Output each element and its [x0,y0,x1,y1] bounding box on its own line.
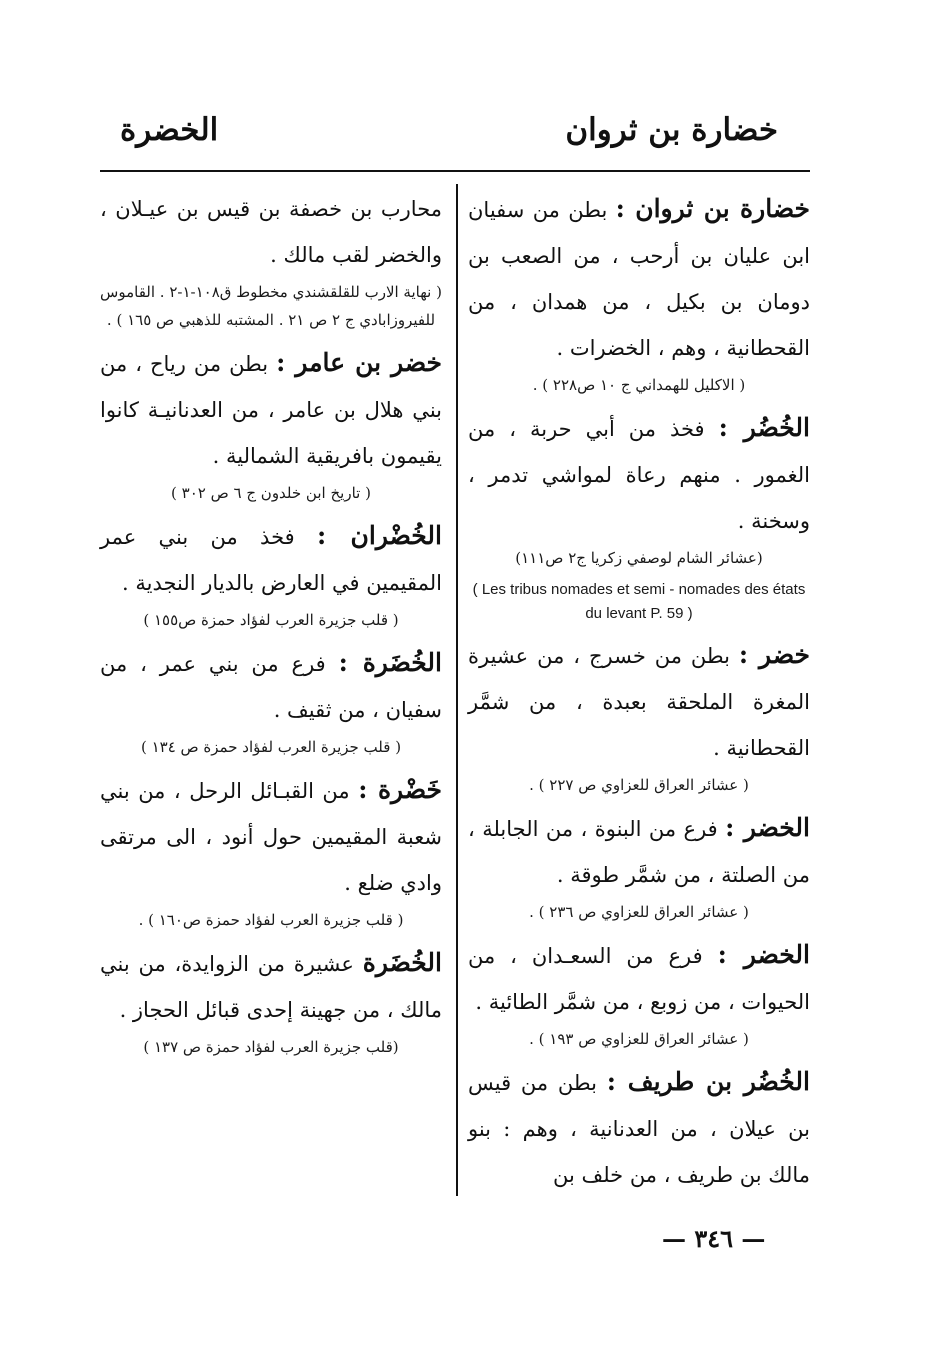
entry-heading: خضر بن عامر : [276,348,442,377]
entry-description: محارب بن خصفة بن قيس بن عيـلان ، والخضر لقب مالك . [100,197,442,267]
entry-khudara-bin-tharwan [468,186,810,399]
entry-body [100,186,442,278]
entry-continuation [100,186,442,334]
entry-heading: الخُضُر بن طريف : [606,1067,810,1096]
entry-description: من القبـائل الرحل ، من بني شعبة المقيمين حول أنود ، الى مرتقى وادي ضلع . [100,779,442,895]
entry-khudr [468,632,810,799]
entry-description: فخذ من أبي حربة ، من الغمور . منهم رعاة لمواشي تدمر ، وسخنة . [468,417,810,533]
entry-reference: ( عشائر العراق للعزاوي ص ١٩٣ ) . [529,1030,749,1048]
entry-khudr-bin-amir [100,340,442,507]
entry-description: بطن من رياح ، من بني هلال بن عامر ، من العدنانيـة كانوا يقيمون بافريقية الشمالية . [100,352,442,468]
left-column [100,186,442,1067]
entry-al-khudur-1 [468,405,810,626]
header-rule [100,170,810,172]
entry-body [468,405,810,544]
entry-heading: الخُضُر : [718,413,810,442]
entry-body [100,767,442,906]
entry-reference: ( تاريخ ابن خلدون ج ٦ ص ٣٠٢ ) [171,484,371,502]
entry-body [468,805,810,898]
entry-description: فرع من السعـدان ، من الحيوات ، من زوبع ، من شمَّر الطائية . [468,944,810,1014]
entry-reference: ( قلب جزيرة العرب لفؤاد حمزة ص ١٣٤ ) [140,738,402,756]
entry-al-khudur-bin-tarif [468,1059,810,1198]
entry-reference: ( نهاية الارب للقلقشندي مخطوط ق١٠٨-١-٢ . القاموس للفيروزابادي ج ٢ ص ٢١ . المشتبه للذهبي ص ١٦٥ ) . [100,283,442,329]
entry-body [468,932,810,1025]
entry-body [468,632,810,771]
running-header-left: الخضرة [120,112,219,148]
entry-reference: ( قلب جزيرة العرب لفؤاد حمزة ص١٥٥ ) [143,611,399,629]
entry-khadra [100,767,442,934]
entry-al-khudr-2 [468,805,810,926]
entry-body [100,640,442,733]
entry-heading: الخضر : [717,940,810,969]
right-column [468,186,810,1198]
entry-heading: الخضر : [725,813,810,842]
entry-heading: خضر : [738,640,810,669]
entry-reference: ( الاكليل للهمداني ج ١٠ ص٢٢٨ ) . [532,376,746,394]
entry-heading: الخُضْران : [316,521,442,550]
entry-body [100,940,442,1033]
entry-reference: ( عشائر العراق للعزاوي ص ٢٢٧ ) . [529,776,749,794]
entry-body [100,513,442,606]
entry-description: فرع من البنوة ، من الجابلة ، من الصلتة ، من شمَّر طوقة . [468,817,810,887]
entry-body [468,186,810,371]
entry-description: عشيرة من الزوايدة، من بني مالك ، من جهينة إحدى قبائل الحجاز . [100,952,442,1022]
entry-description: بطن من قيس بن عيلان ، من العدنانية ، وهم : بنو مالك بن طريف ، من خلف بن [468,1071,810,1187]
entry-description: فخذ من بني عمر المقيمين في العارض بالديار النجدية . [100,525,442,595]
entry-reference: ( عشائر العراق للعزاوي ص ٢٣٦ ) . [529,903,749,921]
entry-body [468,1059,810,1198]
entry-reference: (قلب جزيرة العرب لفؤاد حمزة ص ١٣٧ ) [143,1038,399,1056]
entry-description: بطن من سفيان ابن عليان بن أرحب ، من الصعب بن دومان بن بكيل ، من همدان ، من القحطانية ، وهم ، الخضرات . [468,198,810,360]
entry-heading: خَضْرة : [358,775,442,804]
running-header-right: خضارة بن ثروان [565,112,778,148]
entry-reference: (عشائر الشام لوصفي زكريا ج٢ ص١١١) [515,549,763,567]
entry-reference: ( قلب جزيرة العرب لفؤاد حمزة ص١٦٠ ) . [138,911,404,929]
entry-description: بطن من خسرج ، من عشيرة المغرة الملحقة بعبدة ، من شمَّر القحطانية . [468,644,810,760]
entry-al-khudara-2 [100,940,442,1061]
entry-al-khudr-3 [468,932,810,1053]
page-number: — ٣٤٦ — [662,1224,766,1253]
entry-heading: الخُضَرة : [338,648,442,677]
entry-description: فرع من بني عمر ، من سفيان ، من ثقيف . [100,652,442,722]
entry-reference-latin: ( Les tribus nomades et semi - nomades des états du levant P. 59 ) [472,581,806,622]
entry-heading: الخُضَرة [362,948,442,977]
entry-heading: خضارة بن ثروان : [615,194,810,223]
entry-body [100,340,442,479]
entry-al-khudran [100,513,442,634]
entry-al-khudara-1 [100,640,442,761]
column-divider [456,184,458,1196]
